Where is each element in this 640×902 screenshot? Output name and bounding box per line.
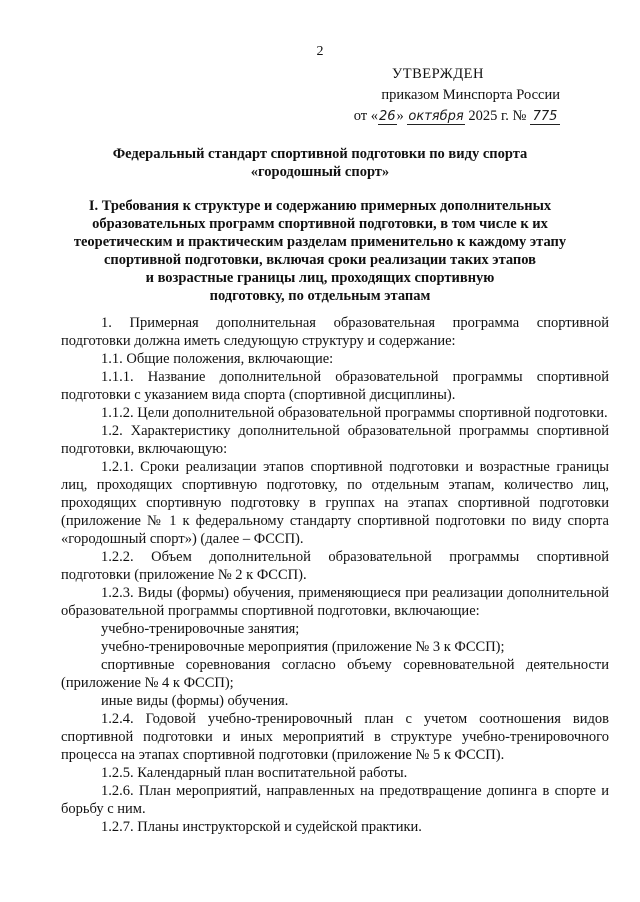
handwritten-order-number: 775 xyxy=(530,110,560,125)
document-title-line: «городошный спорт» xyxy=(250,164,390,180)
paragraph: 1.2.3. Виды (формы) обучения, применяющиеся при реализации дополнительной образовательной программы спортивной подготовки, включающие: xyxy=(61,585,609,619)
paragraph: 1.2.6. План мероприятий, направленных на предотвращение допинга в спорте и борьбу с ним. xyxy=(61,783,609,817)
approval-date-line xyxy=(330,106,560,127)
section-heading-line: подготовку, по отдельным этапам xyxy=(209,288,431,304)
section-heading-line: I. Требования к структуре и содержанию примерных дополнительных xyxy=(88,198,552,214)
section-heading-line: спортивной подготовки, включая сроки реализации таких этапов xyxy=(103,252,536,268)
approval-order-line: приказом Минспорта России xyxy=(381,87,560,103)
paragraph: 1.1.1. Название дополнительной образовательной программы спортивной подготовки с указанием вида спорта (спортивной дисциплины). xyxy=(61,369,609,403)
approval-stamp xyxy=(330,64,560,127)
paragraph: 1.2.5. Календарный план воспитательной работы. xyxy=(101,765,408,781)
handwritten-day: 26 xyxy=(379,109,396,124)
document-body xyxy=(61,314,609,836)
date-prefix: от « xyxy=(353,108,378,124)
paragraph: 1.2. Характеристику дополнительной образовательной программы спортивной подготовки, включающую: xyxy=(61,423,609,457)
list-item: учебно-тренировочные занятия; xyxy=(101,621,300,637)
document-title xyxy=(60,145,580,181)
section-heading xyxy=(60,197,580,305)
document-title-line: Федеральный стандарт спортивной подготовки по виду спорта xyxy=(112,146,528,162)
paragraph: 1.1. Общие положения, включающие: xyxy=(101,351,334,367)
approval-title: УТВЕРЖДЕН xyxy=(392,66,484,82)
list-item: иные виды (формы) обучения. xyxy=(101,693,289,709)
paragraph: 1.2.7. Планы инструкторской и судейской практики. xyxy=(101,819,422,835)
page-number: 2 xyxy=(316,44,324,59)
paragraph: 1.2.2. Объем дополнительной образовательной программы спортивной подготовки (приложение № 2 к ФССП). xyxy=(61,549,609,583)
section-heading-line: образовательных программ спортивной подготовки, в том числе к их xyxy=(92,216,548,232)
paragraph: 1. Примерная дополнительная образовательная программа спортивной подготовки должна иметь следующую структуру и содержание: xyxy=(61,315,609,349)
list-item: учебно-тренировочные мероприятия (приложение № 3 к ФССП); xyxy=(101,639,505,655)
paragraph: 1.2.1. Сроки реализации этапов спортивной подготовки и возрастные границы лиц, проходящих спортивную подготовку, по отдельным этапам, количество лиц, проходящих спортивную подготовку в группах на этапах спортивной подготовки (приложение № 1 к федеральному стандарту спортивной подготовки по виду спорта «городошный спорт») (далее – ФССП). xyxy=(61,459,609,547)
paragraph: 1.1.2. Цели дополнительной образовательной программы спортивной подготовки. xyxy=(101,405,608,421)
list-item: спортивные соревнования согласно объему соревновательной деятельности (приложение № 4 к ФССП); xyxy=(61,657,609,691)
section-heading-line: теоретическим и практическим разделам применительно к каждому этапу xyxy=(73,234,567,250)
section-heading-line: и возрастные границы лиц, проходящих спортивную xyxy=(145,270,495,286)
date-mid: » xyxy=(396,108,404,124)
paragraph: 1.2.4. Годовой учебно-тренировочный план с учетом соотношения видов спортивной подготовки и иных мероприятий в структуре учебно-тренировочного процесса на этапах спортивной подготовки (приложение № 5 к ФССП). xyxy=(61,711,609,763)
handwritten-month: октября xyxy=(408,109,464,124)
date-year: 2025 г. № xyxy=(468,108,527,124)
